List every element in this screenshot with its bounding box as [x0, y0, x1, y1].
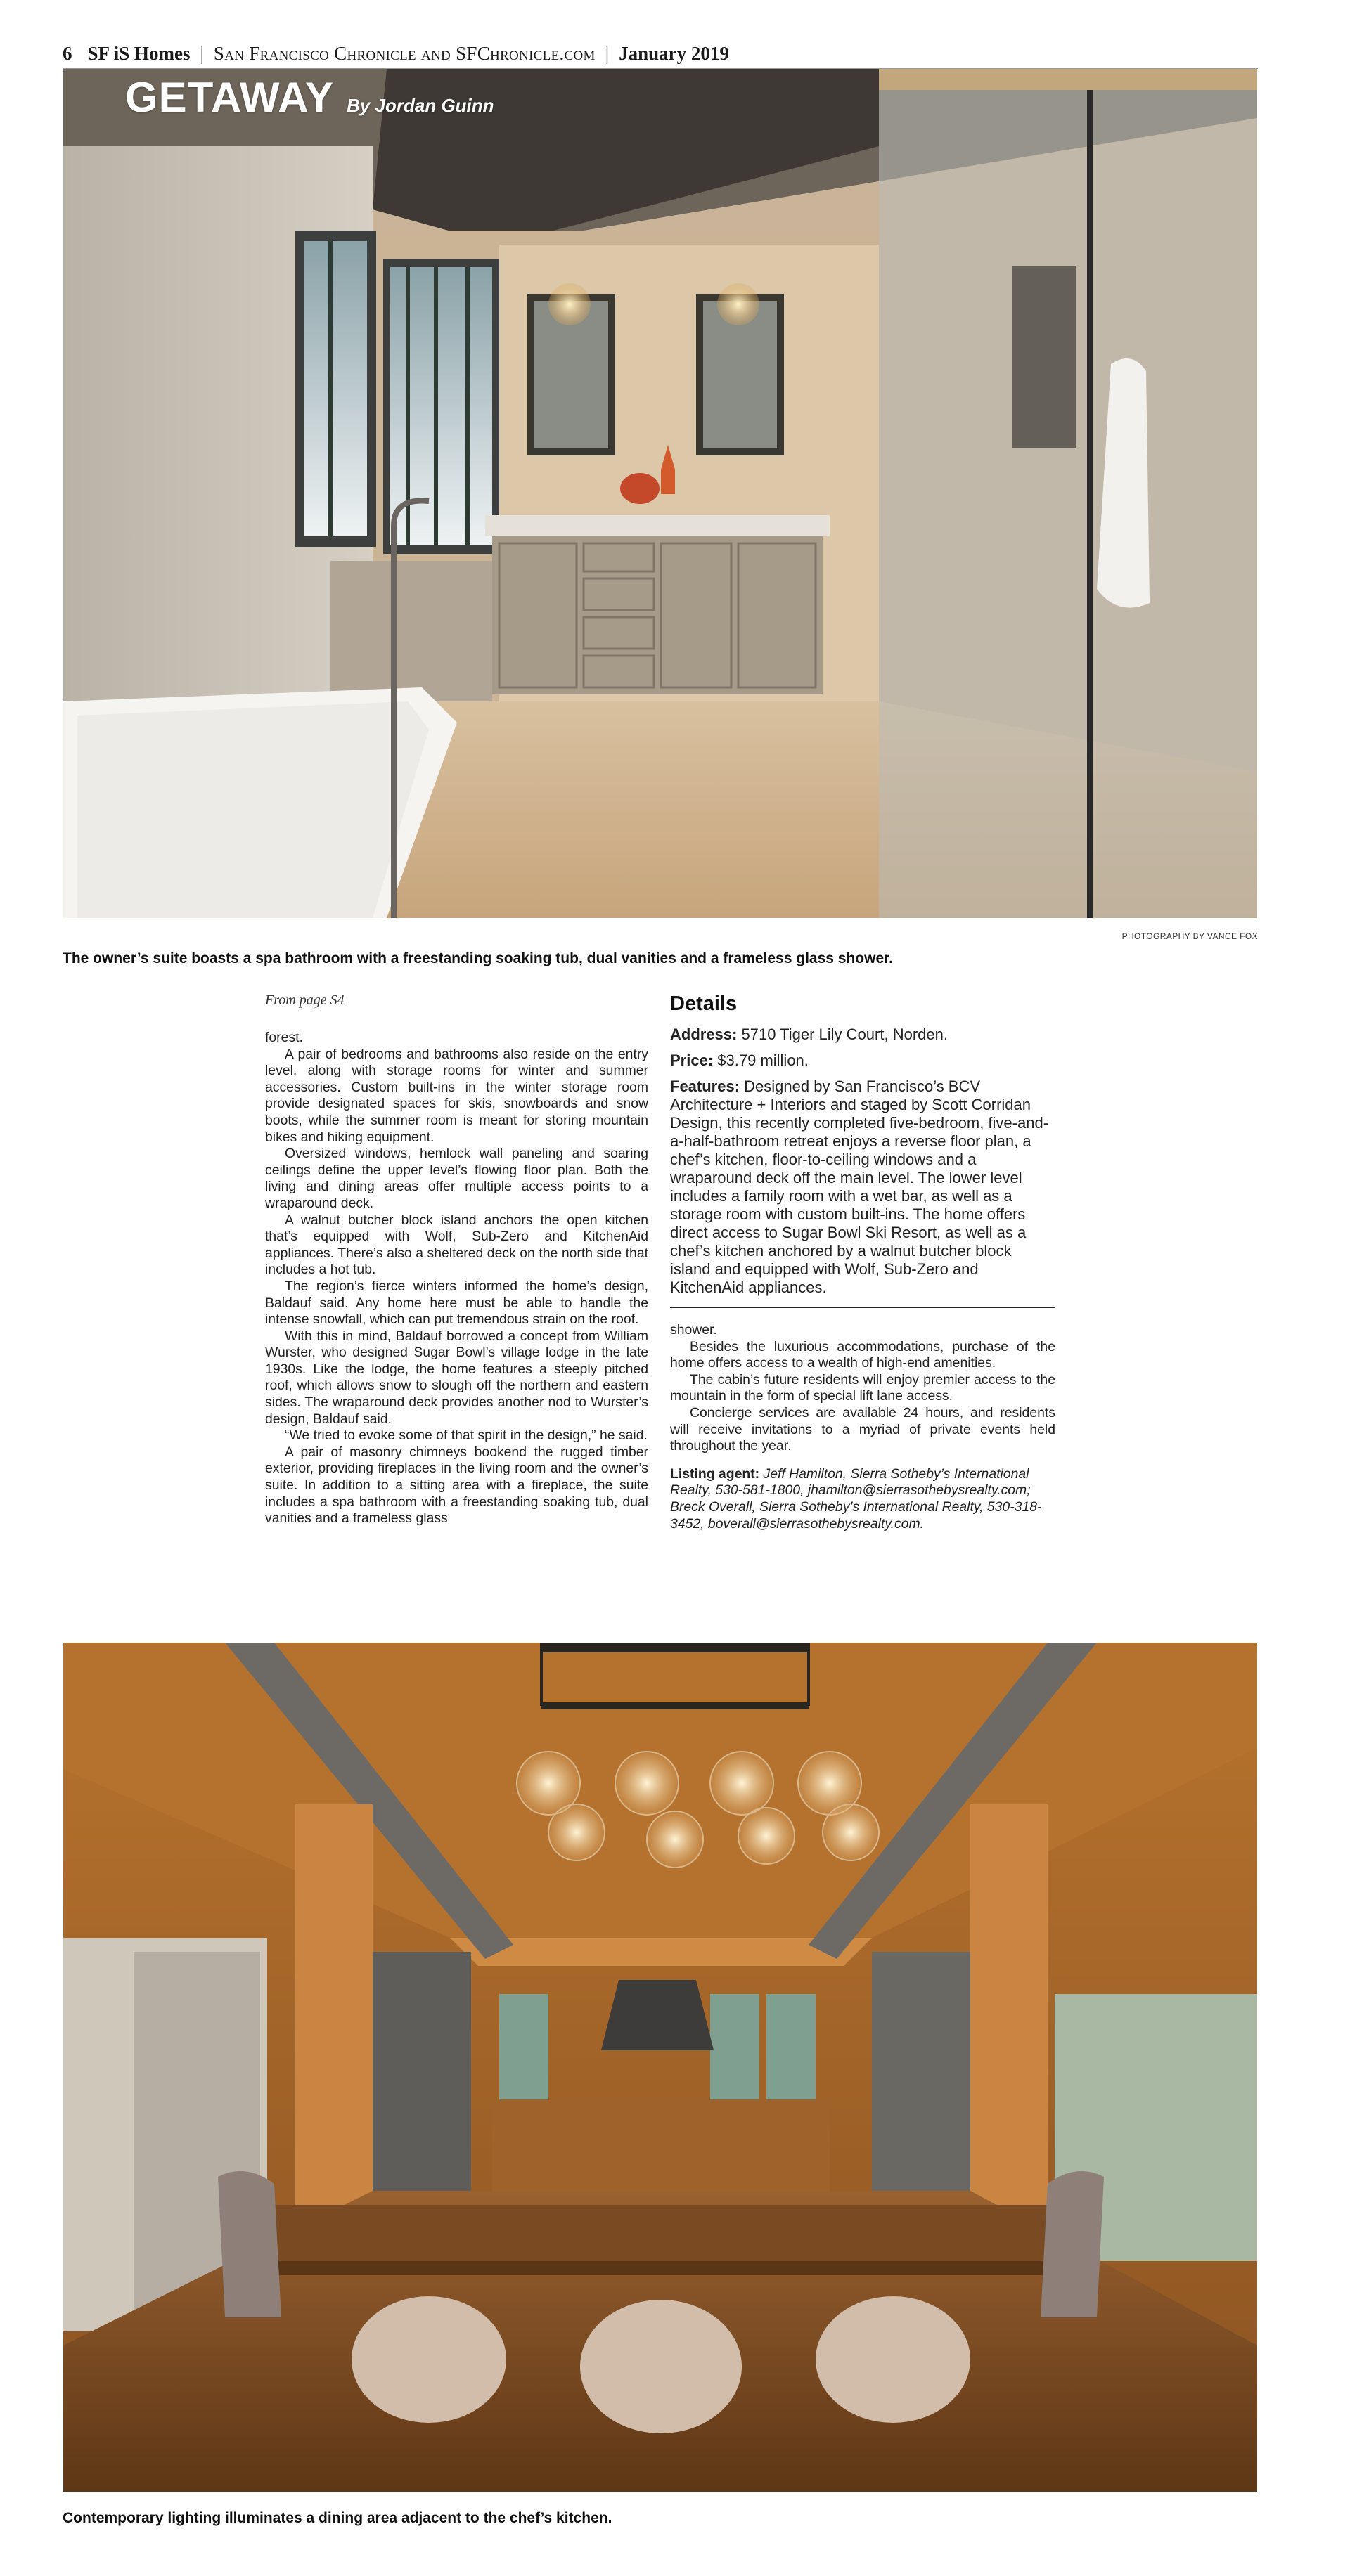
dining-illustration [63, 1643, 1257, 2492]
kicker-label: GETAWAY [125, 74, 335, 121]
section-kicker [125, 73, 494, 122]
paragraph: A pair of bedrooms and bathrooms also reside on the entry level, along with storage rooms for winter and summer accessories. Custom built-ins in the winter storage room provide designated spaces for skis, snowboards and snow boots, while the summer room is meant for storing mountain bikes and hiking equipment. [265, 1046, 648, 1145]
paragraph: With this in mind, Baldauf borrowed a concept from William Wurster, who designed Sugar Bowl’s village lodge in the late 1930s. Like the lodge, the home features a steeply pitched roof, which allows snow to slough off the northern and eastern sides. The wraparound deck provides another nod to Wurster’s design, Baldauf said. [265, 1328, 648, 1427]
price-label: Price: [670, 1051, 714, 1069]
details-price [670, 1051, 1055, 1070]
paragraph: Concierge services are available 24 hours, and residents will receive invitations to a myriad of private events held throughout the year. [670, 1404, 1055, 1454]
listing-agent [670, 1466, 1055, 1532]
paragraph: forest. [265, 1030, 303, 1045]
article-continuation [670, 1322, 1055, 1532]
paragraph: Oversized windows, hemlock wall paneling and soaring ceilings define the upper level’s flowing floor plan. Both the living and dining areas offer multiple access points to a wraparound deck. [265, 1146, 648, 1211]
paragraph: A pair of masonry chimneys bookend the rugged timber exterior, providing fireplaces in the living room and the owner’s suite. In addition to a sitting area with a fireplace, the suite includes a spa bathroom with a freestanding soaking tub, dual vanities and a frameless glass [265, 1444, 648, 1527]
photo-caption-top: The owner’s suite boasts a spa bathroom with a freestanding soaking tub, dual vanities and a frameless glass shower. [63, 950, 893, 966]
bathroom-photo [63, 69, 1257, 918]
paragraph: shower. [670, 1322, 717, 1338]
details-box [670, 992, 1055, 1297]
masthead-separator: | [605, 42, 610, 64]
details-title: Details [670, 992, 738, 1015]
paragraph: The cabin’s future residents will enjoy premier access to the mountain in the form of special lift lane access. [670, 1371, 1055, 1404]
features-value: Designed by San Francisco’s BCV Architecture + Interiors and staged by Scott Corridan Design, this recently completed five-bedroom, five-and-a-half-bathroom retreat enjoys a reverse floor plan, a chef’s kitchen, floor-to-ceiling windows and a wraparound deck off the main level. The lower level includes a family room with a wet bar, as well as a storage room with custom built-ins. The home offers direct access to Sugar Bowl Ski Resort, as well as a chef’s kitchen anchored by a walnut butcher block island and equipped with Wolf, Sub-Zero and KitchenAid appliances. [670, 1077, 1049, 1296]
price-value: $3.79 million. [717, 1051, 809, 1069]
paragraph: “We tried to evoke some of that spirit in the design,” he said. [285, 1428, 648, 1444]
agent-value: Jeff Hamilton, Sierra Sotheby’s International Realty, 530-581-1800, jhamilton@sierrasothebysrealty.com; Breck Overall, Sierra Sotheby’s International Realty, 530-318-3452, boverall@sierrasothebysrealty.com. [670, 1465, 1042, 1532]
photo-caption-bottom: Contemporary lighting illuminates a dining area adjacent to the chef’s kitchen. [63, 2510, 612, 2526]
issue-date: January 2019 [619, 42, 729, 64]
article-column-left [265, 992, 648, 1527]
photo-credit: PHOTOGRAPHY BY VANCE FOX [1121, 931, 1258, 941]
details-address [670, 1025, 1055, 1044]
agent-label: Listing agent: [670, 1465, 760, 1482]
article-column-right [670, 992, 1055, 1532]
address-value: 5710 Tiger Lily Court, Norden. [741, 1025, 948, 1043]
paragraph: A walnut butcher block island anchors the open kitchen that’s equipped with Wolf, Sub-Zero and KitchenAid appliances. There’s also a sheltered deck on the north side that includes a hot tub. [265, 1212, 648, 1278]
paragraph: The region’s fierce winters informed the home’s design, Baldauf said. Any home here must be able to handle the intense snowfall, which can put tremendous strain on the roof. [265, 1278, 648, 1328]
section-name: SF iS Homes [87, 42, 191, 64]
details-features [670, 1077, 1055, 1297]
paragraph: Besides the luxurious accommodations, purchase of the home offers access to a wealth of high-end amenities. [670, 1338, 1055, 1371]
publication-name: San Francisco Chronicle and SFChronicle.com [213, 42, 596, 64]
continued-from: From page S4 [265, 992, 345, 1008]
features-label: Features: [670, 1077, 740, 1095]
address-label: Address: [670, 1025, 738, 1043]
masthead [63, 39, 1258, 67]
byline: By Jordan Guinn [347, 95, 494, 116]
page-number: 6 [63, 42, 72, 64]
bathroom-illustration [63, 69, 1257, 918]
article-body [265, 1030, 648, 1527]
dining-photo [63, 1643, 1257, 2492]
masthead-separator: | [200, 42, 204, 64]
details-rule [670, 1307, 1055, 1308]
